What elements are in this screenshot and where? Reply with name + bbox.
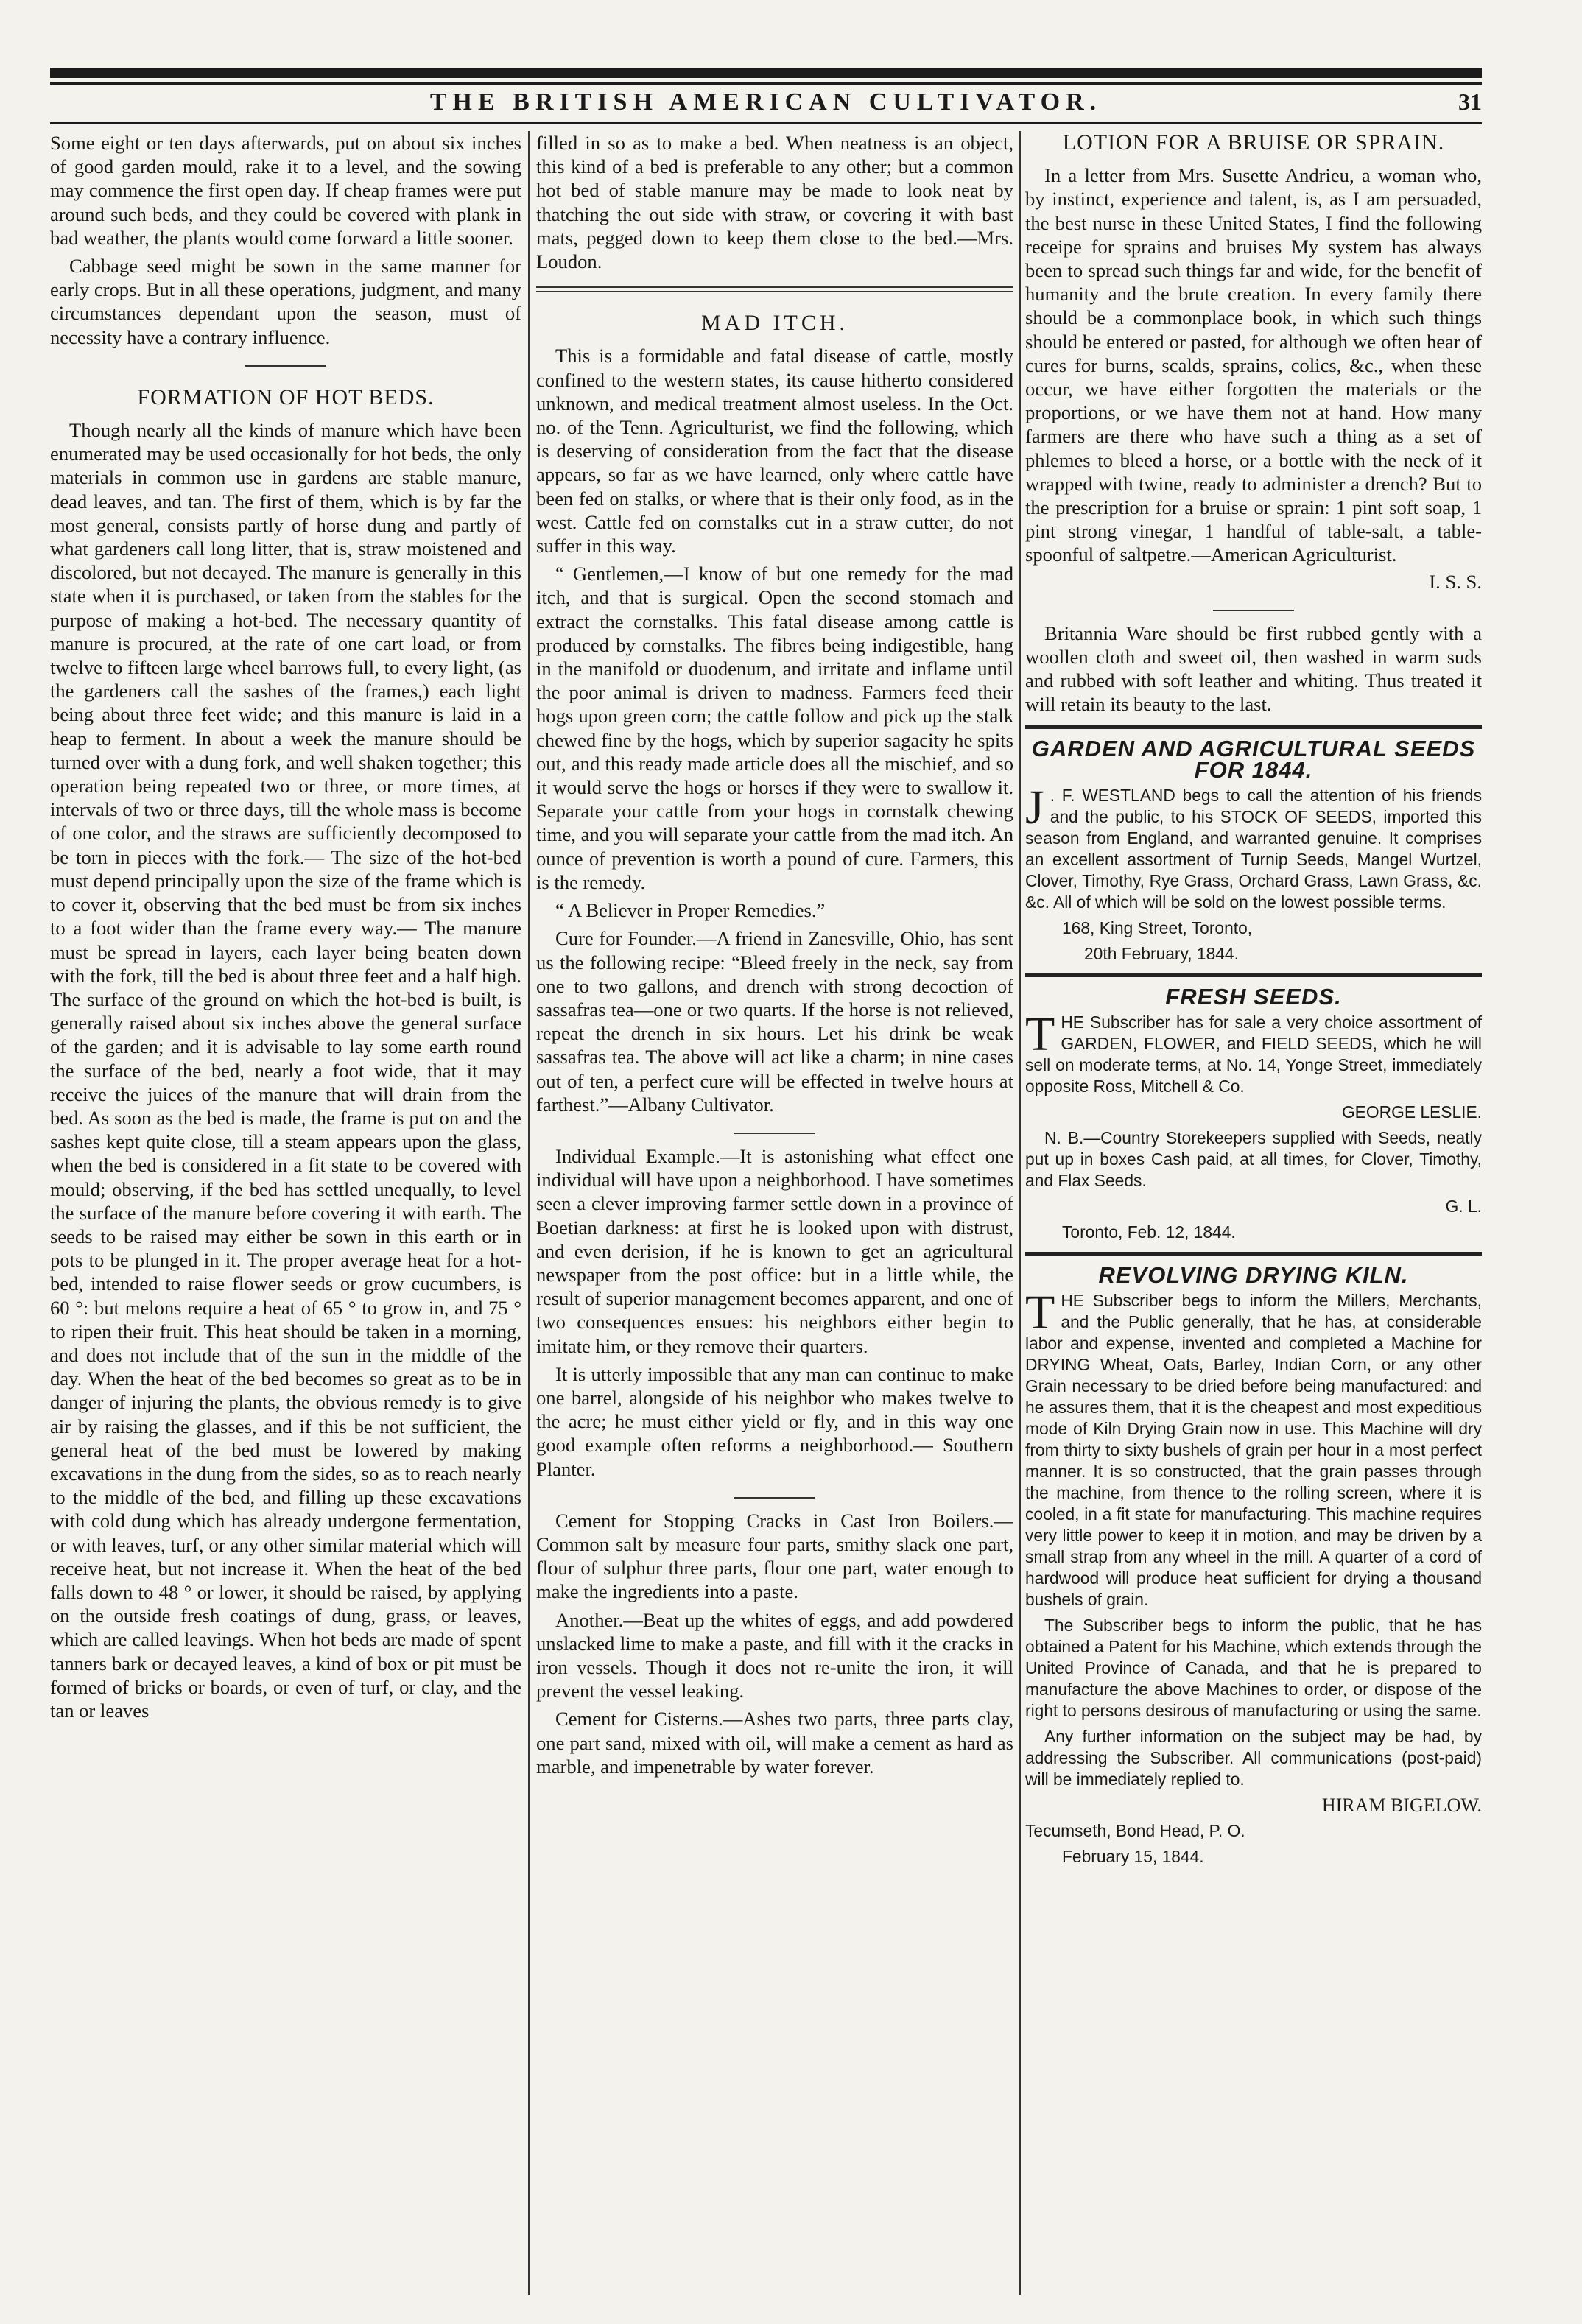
advert-paragraph: The Subscriber begs to inform the public, that he has obtained a Patent for his Machine, which extends through the United Province of Canada, and that he is prepared to manufacture the above Machines to order, or dispose of the right to persons desirous of manufacturing or using the same. (1025, 1615, 1482, 1720)
article-paragraph: filled in so as to make a bed. When neatness is an object, this kind of a bed is preferable to any other; but a common hot bed of stable manure may be made to look neat by thatching the out side with straw, or covering it with bast mats, pegged down to keep them close to the bed.—Mrs. Loudon. (536, 132, 1013, 273)
article-paragraph: This is a formidable and fatal disease of cattle, mostly confined to the western states, its cause hitherto considered unknown, and medical treatment almost useless. In the Oct. no. of the Tenn. Agriculturist, we find the following, which is deserving of consideration from the fact that the disease appears, so far as we have learned, only where cattle have been fed on stalks, or where that is their only food, as in the west. Cattle fed on cornstalks cut in a straw cutter, do not suffer in this way. (536, 345, 1013, 557)
article-paragraph: Cement for Stopping Cracks in Cast Iron Boilers.—Common salt by measure four parts, smithy slack one part, flour of sulphur three parts, flour one part, water enough to make the ingredients into a paste. (536, 1509, 1013, 1603)
column-divider (1019, 131, 1021, 2295)
article-paragraph: It is utterly impossible that any man can continue to make one barrel, alongside of his neighbor who makes twelve to the acre; he must either yield or fly, and in this way one good example often reforms a neighborhood.— Southern Planter. (536, 1362, 1013, 1480)
section-rule (1213, 610, 1294, 611)
advert-date: February 15, 1844. (1062, 1846, 1204, 1866)
section-rule (734, 1133, 815, 1134)
drop-cap: T (1025, 1285, 1055, 1339)
article-paragraph: “ Gentlemen,—I know of but one remedy for the mad itch, and that is surgical. Open the second stomach and extract the cornstalks. This fatal disease among cattle is produced by cornstalks. The fibres being indigestible, hang in the manifold or duodenum, and irritate and inflame until the poor animal is driven to madness. Farmers feed their hogs upon green corn; the cattle follow and pick up the stalk chewed fine by the hogs, which by superior sagacity he spits out, and this ready made article does all the mischief, and so it would serve the hogs or horses if they were to swallow it. Separate your cattle from your hogs in cornstalk chewing time, and you will separate your cattle from the mad itch. An ounce of prevention is worth a pound of cure. Farmers, this is the remedy. (536, 563, 1013, 893)
advert-paragraph: Any further information on the subject may be had, by addressing the Subscriber. All communications (post-paid) will be immediately replied to. (1025, 1726, 1482, 1789)
column-3 (1025, 131, 1482, 2295)
masthead-rule (50, 68, 1482, 78)
article-signature: “ A Believer in Proper Remedies.” (555, 899, 826, 922)
article-paragraph: In a letter from Mrs. Susette Andrieu, a woman who, by instinct, experience and talent, is, as I am persuaded, the best nurse in these United States, I find the following receipe for sprains and bruises My system has always been to spread such things far and wide, for the benefit of humanity and the brute creation. In every family there should be a commonplace book, in which such things should be entered or pasted, for although we often hear of cures for burns, scalds, sprains, colics, &c., when these occur, we have either forgotten the materials or the proportions, or we have them not at hand. How many farmers are there who have such a thing as a set of phlemes to bleed a horse, or a bottle with the neck of it wrapped with twine, ready to administer a drench? But to the prescription for a bruise or sprain: 1 pint soft soap, 1 pint strong vinegar, 1 handful of table-salt, a table-spoonful of saltpetre.—American Agriculturist. (1025, 164, 1482, 566)
advert-signer: HIRAM BIGELOW. (1321, 1794, 1482, 1816)
article-heading: MAD ITCH. (701, 311, 848, 336)
article-paragraph: Cure for Founder.—A friend in Zanesville, Ohio, has sent us the following recipe: “Bleed freely in the neck, say from one to two gallons, and drench with strong decoction of sassafras tea—one or two quarts. If the horse is not relieved, repeat the drench in six hours. Let his drink be weak sassafras tea. The above will act like a charm; in nine cases out of ten, a perfect cure will be effected in twelve hours at farthest.”—Albany Cultivator. (536, 927, 1013, 1116)
article-paragraph: Another.—Beat up the whites of eggs, and add powdered unslacked lime to make a paste, and fill with it the cracks in iron vessels. Though it does not re-unite the iron, it will prevent the vessel leaking. (536, 1608, 1013, 1702)
masthead-rule-thin (50, 82, 1482, 85)
section-rule (734, 1497, 815, 1499)
advert-rule (1025, 973, 1482, 977)
article-paragraph: Cement for Cisterns.—Ashes two parts, three parts clay, one part sand, mixed with oil, will make a cement as hard as marble, and impenetrable by water forever. (536, 1708, 1013, 1778)
drop-cap: T (1025, 1007, 1055, 1061)
advert-fresh-seeds (1025, 983, 1482, 1243)
article-heading: LOTION FOR A BRUISE OR SPRAIN. (1062, 131, 1445, 155)
column-1 (50, 131, 521, 2295)
advert-signer: GEORGE LESLIE. (1341, 1102, 1482, 1121)
header-rule (50, 122, 1482, 124)
article-heading: FORMATION OF HOT BEDS. (137, 384, 435, 409)
advert-address: 168, King Street, Toronto, (1062, 918, 1253, 937)
section-rule (245, 365, 326, 367)
advert-seeds (1025, 735, 1482, 965)
advert-body: J . F. WESTLAND begs to call the attention of his friends and the public, to his STOCK OF SEEDS, imported this season from England, and warranted genuine. It comprises an excellent assortment of Turnip Seeds, Mangel Wurtzel, Clover, Timothy, Rye Grass, Orchard Grass, Lawn Grass, &c. &c. All of which will be sold on the lowest possible terms. (1025, 780, 1482, 912)
page-number: 31 (1458, 88, 1482, 115)
advert-heading: GARDEN AND AGRICULTURAL SEEDS FOR 1844. (1031, 735, 1476, 783)
advert-rule (1025, 725, 1482, 729)
advert-drying-kiln (1025, 1261, 1482, 1867)
advert-place: Tecumseth, Bond Head, P. O. (1025, 1820, 1245, 1840)
article-paragraph: Cabbage seed might be sown in the same manner for early crops. But in all these operations, judgment, and many circumstances dependant upon the season, must of necessity have a contrary influence. (50, 255, 521, 348)
article-paragraph: Individual Example.—It is astonishing what effect one individual will have upon a neighborhood. I have sometimes seen a clever improving farmer settle down in a province of Boetian darkness: at first he is looked upon with distrust, and even derision, if he is known to get an agricultural newspaper from the post office: but in a little while, the result of superior management becomes apparent, and one of two consequences ensues: his neighbors either begin to imitate him, or they remove their quarters. (536, 1144, 1013, 1357)
advert-body: THE Subscriber has for sale a very choice assortment of GARDEN, FLOWER, and FIELD SEEDS, which he will sell on moderate terms, at No. 14, Yonge Street, immediately opposite Ross, Mitchell & Co. (1025, 1007, 1482, 1096)
column-2 (536, 131, 1013, 2295)
advert-note: N. B.—Country Storekeepers supplied with Seeds, neatly put up in boxes Cash paid, at all times, for Clover, Timothy, and Flax Seeds. (1025, 1127, 1482, 1190)
column-divider (528, 131, 530, 2295)
advert-rule (1025, 1252, 1482, 1256)
advert-initials: G. L. (1445, 1196, 1482, 1216)
advert-date: Toronto, Feb. 12, 1844. (1062, 1222, 1236, 1242)
advert-heading: FRESH SEEDS. (1165, 983, 1342, 1010)
section-rule (536, 286, 1013, 292)
article-signature: I. S. S. (1429, 570, 1482, 593)
article-paragraph: Though nearly all the kinds of manure which have been enumerated may be used occasionally for hot beds, the only materials in common use in gardens are stable manure, dead leaves, and tan. The first of them, which is by far the most general, consists partly of horse dung and partly of what gardeners call long litter, that is, straw moistened and discolored, but not decayed. The manure is generally in this state when it is purchased, or taken from the stables for the purpose of making a hot-bed. The necessary quantity of manure is procured, at the rate of one cart load, or from twelve to fifteen large wheel barrows full, to every light, (as the gardeners call the sashes of the frames,) each light being about three feet wide; and this manure is laid in a heap to ferment. In about a week the manure should be turned over with a dung fork, and well shaken together; this operation being repeated two or three, or more times, at intervals of two or three days, till the whole mass is become of one color, and the straws are sufficiently decomposed to be torn in pieces with the fork.— The size of the hot-bed must depend principally upon the size of the frame which is to cover it, observing that the bed must be from six inches to a foot wider than the frame every way.— The manure must be spread in layers, each layer being beaten down with the fork, till the bed is about three feet and a half high. The surface of the ground on which the hot-bed is built, is generally raised about six inches above the general surface of the garden; and it is advisable to lay some earth round the surface of the bed, nearly a foot wide, that it may receive the juices of the manure that will drain from the bed. As soon as the bed is made, the frame is put on and the sashes kept quite close, till a steam appears upon the glass, when the bed is considered in a fit state to be covered with mould; observing, if the bed has settled unequally, to level the surface of the manure before covering it with earth. The seeds to be raised may either be sown in this earth or in pots to be plunged in it. The proper average heat for a hot-bed, intended to raise flower seeds or grow cucumbers, is 60 °: but melons require a heat of 65 ° to grow in, and 75 ° to ripen their fruit. This heat should be taken in a morning, and does not include that of the sun in the middle of the day. When the heat of the bed becomes so great as to be in danger of injuring the plants, the obvious remedy is to give air by raising the glasses, and if this be not sufficient, the general heat of the bed must be lowered by making excavations in the dung from the sides, so as to reach nearly to the middle of the bed, and filling up these excavations with cold dung which has already undergone fermentation, or with leaves, turf, or any other similar material which will receive heat, but not increase it. When the heat of the bed falls down to 48 ° or lower, it should be raised, by applying on the outside fresh coatings of dung, grass, or leaves, which are called leavings. When hot beds are made of spent tanners bark or decayed leaves, a kind of box or pit must be formed of bricks or boards, or even of turf, or clay, and the tan or leaves (50, 419, 521, 1722)
advert-heading: REVOLVING DRYING KILN. (1098, 1261, 1409, 1288)
drop-cap: J (1025, 780, 1044, 834)
article-paragraph: Britannia Ware should be first rubbed gently with a woollen cloth and sweet oil, then washed in warm suds and rubbed with soft leather and whiting. Thus treated it will retain its beauty to the last. (1025, 622, 1482, 716)
advert-body: THE Subscriber begs to inform the Millers, Merchants, and the Public generally, that he has, at considerable labor and expense, invented and completed a Machine for DRYING Wheat, Oats, Barley, Indian Corn, or any other Grain necessary to be dried before being manufactured: and he assures them, that it is the cheapest and most expeditious mode of Kiln Drying Grain now in use. This Machine will dry from thirty to sixty bushels of grain per hour in a most perfect manner. It is so constructed, that the grain passes through the machine, from thence to the rolling screen, where it is cooled, in a fit state for manufacturing. This machine requires very little power to keep it in motion, and may be driven by a small strap from any wheel in the mill. A quarter of a cord of hardwood will produce heat sufficient for drying a thousand bushels of grain. (1025, 1285, 1482, 1609)
advert-date: 20th February, 1844. (1084, 943, 1239, 963)
article-paragraph: Some eight or ten days afterwards, put on about six inches of good garden mould, rake it to a level, and the sowing may commence the first open day. If cheap frames were put around such beds, and they could be covered with plank in bad weather, the plants would come forward a little sooner. (50, 132, 521, 249)
masthead-title: THE BRITISH AMERICAN CULTIVATOR. (429, 88, 1103, 116)
